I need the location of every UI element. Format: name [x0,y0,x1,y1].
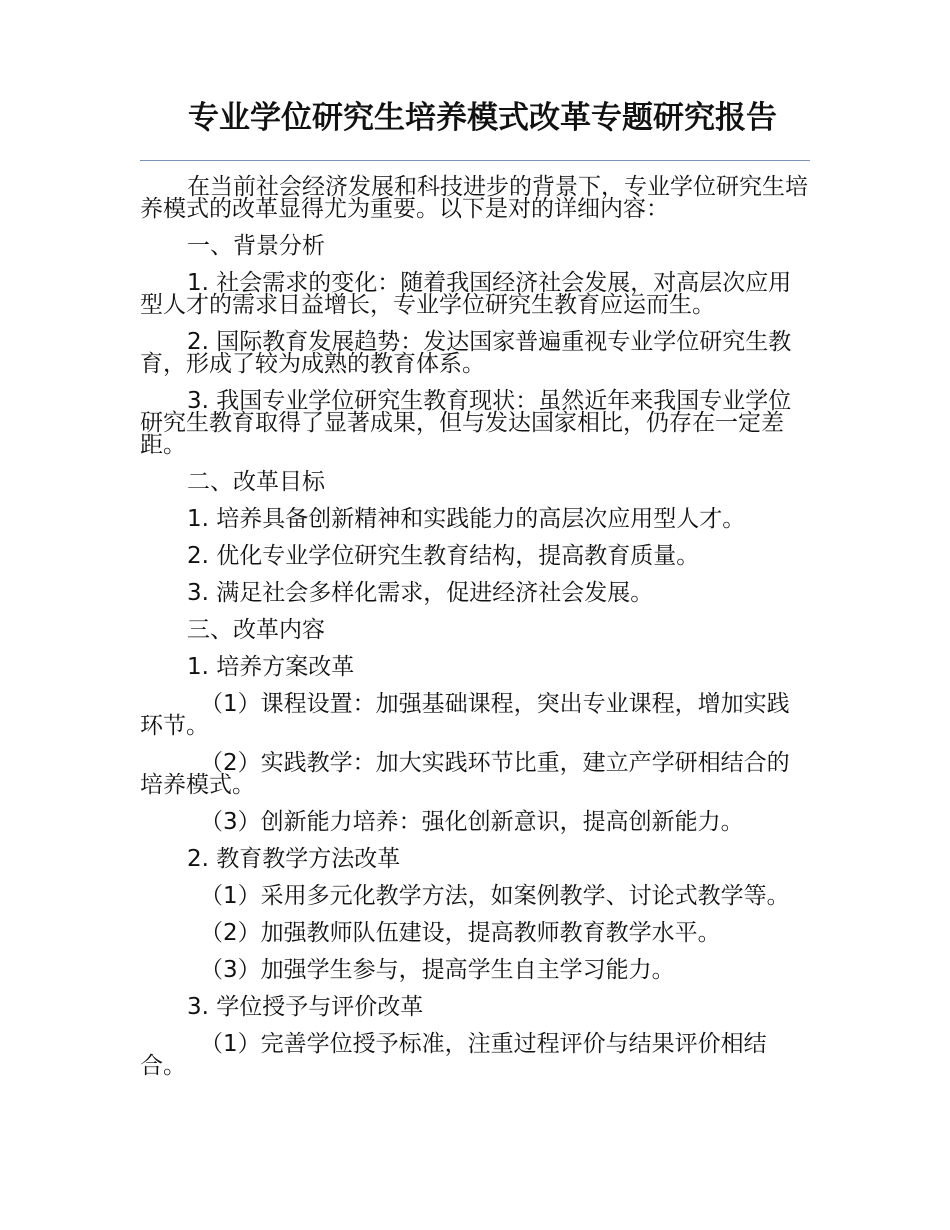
paragraph: 一、背景分析 [187,233,325,259]
paragraph: 2. 国际教育发展趋势：发达国家普遍重视专业学位研究生教育，形成了较为成熟的教育体系。 [140,329,792,377]
paragraph: （2）加强教师队伍建设，提高教师教育教学水平。 [200,920,721,946]
title-underline [140,160,810,161]
paragraph: 2. 教育教学方法改革 [187,846,401,872]
paragraph: （1）采用多元化教学方法，如案例教学、讨论式教学等。 [200,883,790,909]
paragraph: 二、改革目标 [187,469,325,495]
paragraph: 3. 学位授予与评价改革 [187,994,424,1020]
paragraph: （3）创新能力培养：强化创新意识，提高创新能力。 [200,809,744,835]
paragraph: 2. 优化专业学位研究生教育结构，提高教育质量。 [187,543,700,569]
paragraph: （1）课程设置：加强基础课程，突出专业课程，增加实践环节。 [140,691,790,739]
paragraph: （3）加强学生参与，提高学生自主学习能力。 [200,957,675,983]
paragraph: 在当前社会经济发展和科技进步的背景下，专业学位研究生培养模式的改革显得尤为重要。以下是对的详细内容： [140,174,808,222]
paragraph: （1）完善学位授予标准，注重过程评价与结果评价相结合。 [140,1031,767,1079]
paragraph: 1. 培养具备创新精神和实践能力的高层次应用型人才。 [187,506,746,532]
document-title: 专业学位研究生培养模式改革专题研究报告 [188,100,777,136]
paragraph: 1. 培养方案改革 [187,654,355,680]
paragraph: 3. 我国专业学位研究生教育现状：虽然近年来我国专业学位研究生教育取得了显著成果，但与发达国家相比，仍存在一定差距。 [140,388,792,458]
paragraph: 3. 满足社会多样化需求，促进经济社会发展。 [187,580,654,606]
paragraph: 三、改革内容 [187,617,325,643]
paragraph: （2）实践教学：加大实践环节比重，建立产学研相结合的培养模式。 [140,750,790,798]
paragraph: 1. 社会需求的变化：随着我国经济社会发展，对高层次应用型人才的需求日益增长，专业学位研究生教育应运而生。 [140,270,792,318]
document-body [140,176,810,1092]
